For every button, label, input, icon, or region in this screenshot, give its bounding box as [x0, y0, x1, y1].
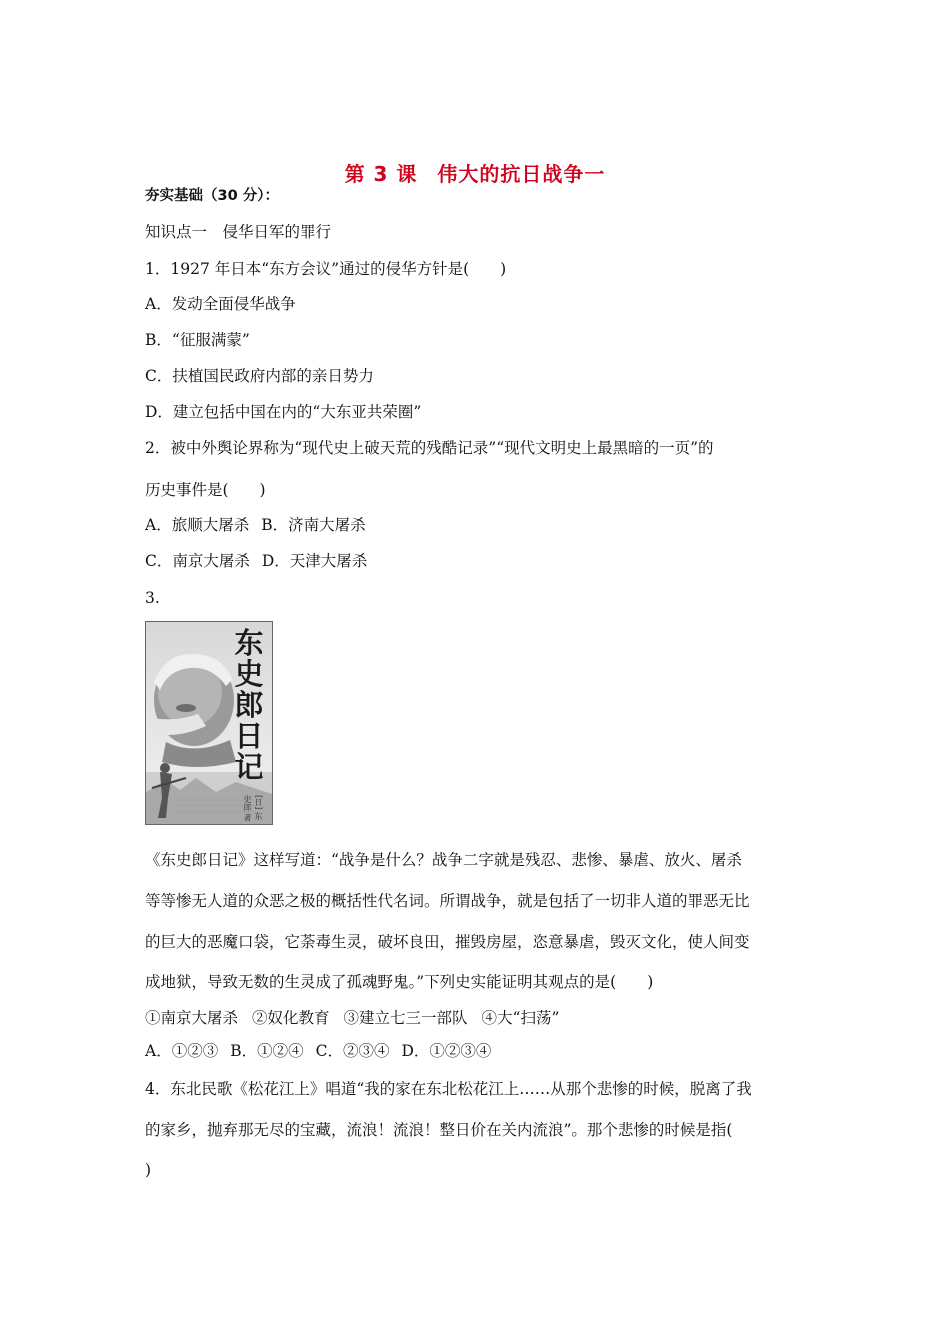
q3-para-line3: 的巨大的恶魔口袋，它荼毒生灵，破坏良田，摧毁房屋，恣意暴虐，毁灭文化，使人间变 [145, 933, 750, 951]
book-cover-image [145, 621, 273, 825]
book-cover-title: 东史郎日记 [234, 626, 264, 784]
q3-options-row [145, 1041, 491, 1061]
q1-stem: 1．1927 年日本“东方会议”通过的侵华方针是( ) [145, 260, 507, 278]
q3-para-line1: 《东史郎日记》这样写道：“战争是什么？战争二字就是残忍、悲惨、暴虐、放火、屠杀 [145, 851, 742, 869]
q2-options-row1 [145, 515, 366, 535]
q1-option-d: D．建立包括中国在内的“大东亚共荣圈” [145, 403, 422, 421]
q1-option-b: B．“征服满蒙” [145, 331, 250, 349]
q2-options-row2 [145, 551, 367, 571]
q3-para-line4: 成地狱，导致无数的生灵成了孤魂野鬼。”下列史实能证明其观点的是( ) [145, 973, 654, 991]
q2-option-a: A．旅顺大屠杀 [145, 516, 250, 534]
q1-option-c: C．扶植国民政府内部的亲日势力 [145, 367, 374, 385]
q2-option-d: D．天津大屠杀 [261, 552, 368, 570]
book-cover-author: [日] 东史郎 著 [243, 795, 263, 822]
q3-para-line2: 等等惨无人道的众恶之极的概括性代名词。所谓战争，就是包括了一切非人道的罪恶无比 [145, 892, 750, 910]
q3-number: 3. [145, 589, 160, 607]
q1-option-a: A．发动全面侵华战争 [145, 295, 296, 313]
q3-option-a: A．①②③ [145, 1042, 219, 1060]
q2-stem-line1: 2．被中外舆论界称为“现代史上破天荒的残酷记录”“现代文明史上最黑暗的一页”的 [145, 439, 714, 457]
q3-item-4: ④大“扫荡” [481, 1009, 560, 1027]
q3-items-row [145, 1008, 559, 1028]
section-heading: 夯实基础（30 分）： [145, 188, 279, 204]
q4-line1: 4．东北民歌《松花江上》唱道“我的家在东北松花江上……从那个悲惨的时候，脱离了我 [145, 1080, 752, 1098]
lesson-number: 第 3 课 [344, 162, 418, 186]
q2-option-c: C．南京大屠杀 [145, 552, 250, 570]
q2-stem-line2: 历史事件是( ) [145, 481, 266, 499]
q3-option-d: D．①②③④ [401, 1042, 492, 1060]
knowledge-point-heading: 知识点一 侵华日军的罪行 [145, 223, 332, 241]
q3-item-2: ②奴化教育 [252, 1009, 330, 1027]
lesson-title [0, 158, 950, 187]
lesson-name: 伟大的抗日战争一 [437, 162, 606, 186]
q3-item-3: ③建立七三一部队 [343, 1009, 468, 1027]
q4-line3: ) [145, 1161, 152, 1179]
q2-option-b: B．济南大屠杀 [261, 516, 366, 534]
q3-item-1: ①南京大屠杀 [145, 1009, 239, 1027]
q3-option-b: B．①②④ [230, 1042, 304, 1060]
q4-line2: 的家乡，抛弃那无尽的宝藏，流浪！流浪！整日价在关内流浪”。那个悲惨的时候是指( [145, 1121, 733, 1139]
q3-option-c: C．②③④ [315, 1042, 390, 1060]
